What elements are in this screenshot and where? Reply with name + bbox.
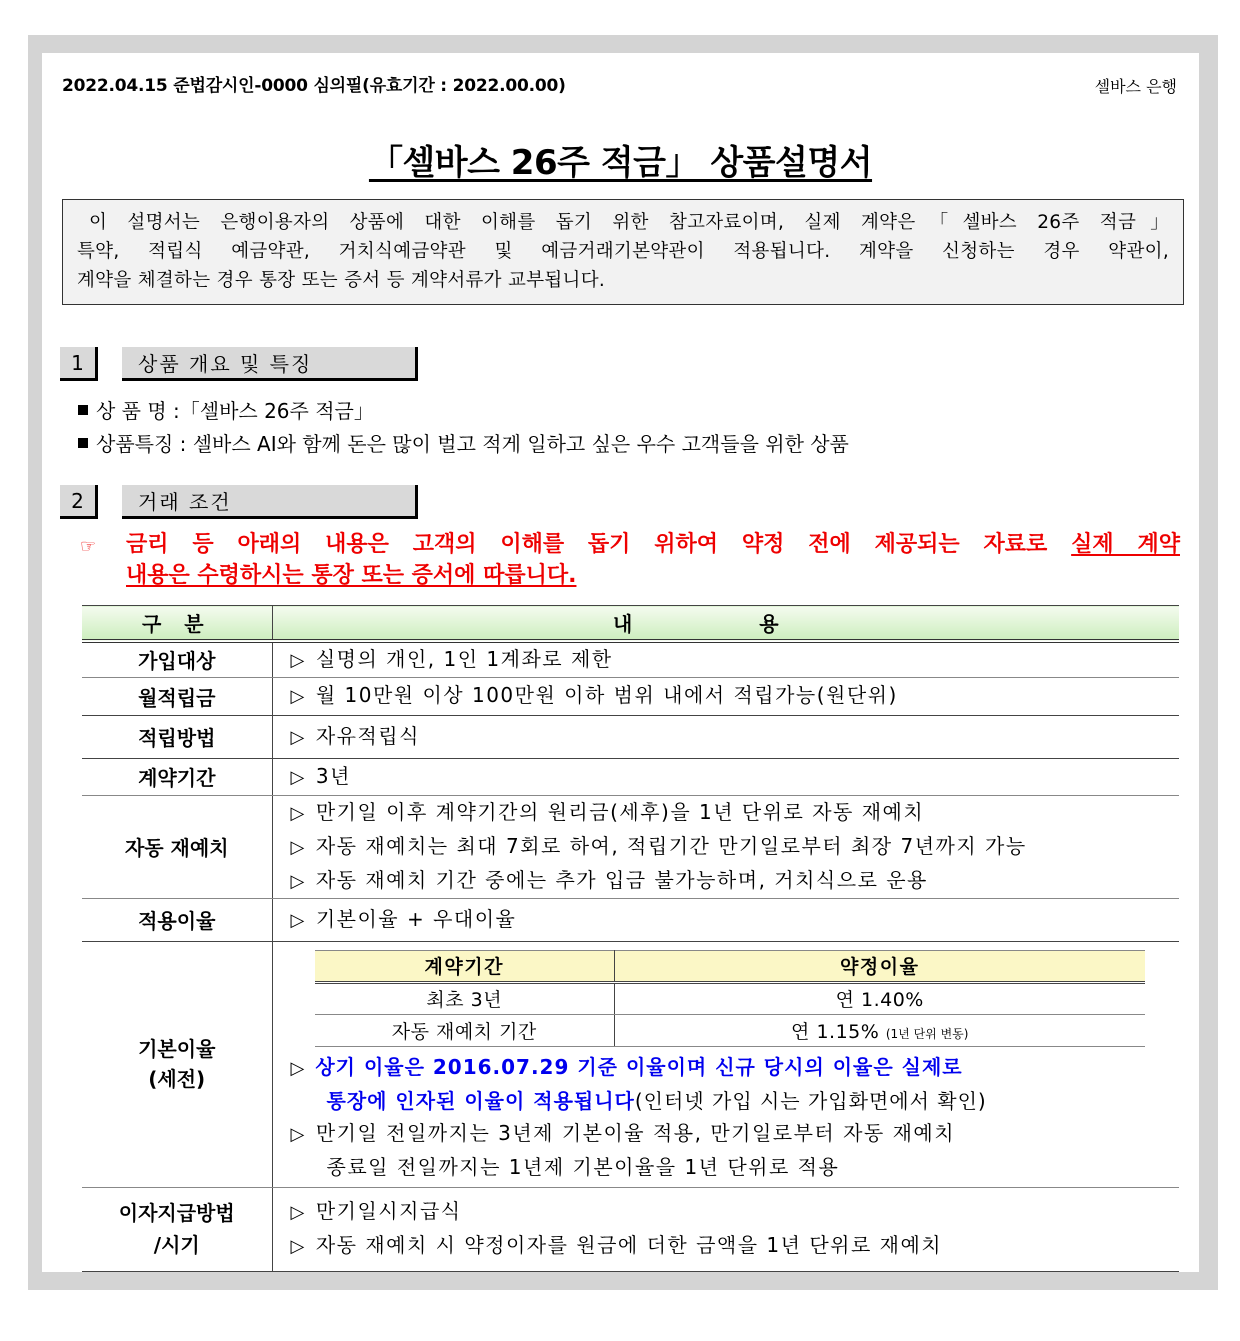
table-row bbox=[82, 795, 1179, 898]
product-name-text: 상 품 명 :「셀바스 26주 적금」 bbox=[96, 399, 374, 423]
triangle-bullet-icon: ▷ bbox=[290, 1057, 306, 1079]
warning-notice bbox=[80, 529, 1180, 591]
section-1-title: 상품 개요 및 특징 bbox=[122, 347, 418, 381]
row-value: 실명의 개인, 1인 1계좌로 제한 bbox=[315, 646, 613, 671]
warning-line-1: 금리 등 아래의 내용은 고객의 이해를 돕기 위하여 약정 전에 제공되는 자료로 실제 계약 bbox=[126, 532, 1180, 557]
triangle-bullet-icon: ▷ bbox=[290, 649, 306, 671]
row-value: 자유적립식 bbox=[315, 723, 420, 748]
triangle-bullet-icon: ▷ bbox=[290, 1236, 306, 1257]
approval-line: 2022.04.15 준법감시인-0000 심의필(유효기간 : 2022.00.00) bbox=[62, 76, 566, 96]
rate-header-row bbox=[315, 950, 1145, 982]
product-name-item bbox=[78, 395, 374, 424]
rate-table bbox=[315, 950, 1145, 1047]
triangle-bullet-icon: ▷ bbox=[290, 1202, 306, 1223]
row-label: 기본이율 (세전) bbox=[82, 941, 272, 1187]
triangle-bullet-icon: ▷ bbox=[290, 766, 306, 788]
row-value: 3년 bbox=[315, 763, 351, 788]
table-row bbox=[82, 758, 1179, 795]
product-feature-item bbox=[78, 428, 849, 457]
notice-line: 특약, 적립식 예금약관, 거치식예금약관 및 예금거래기본약관이 적용됩니다. 계약을 신청하는 경우 약관이, bbox=[77, 241, 1169, 262]
row-label: 이자지급방법 /시기 bbox=[82, 1187, 272, 1271]
row-value: 월 10만원 이상 100만원 이하 범위 내에서 적립가능(원단위) bbox=[315, 683, 898, 707]
triangle-bullet-icon: ▷ bbox=[290, 909, 306, 931]
table-row bbox=[82, 898, 1179, 941]
row-label: 적립방법 bbox=[82, 715, 272, 758]
row-label: 적용이율 bbox=[82, 898, 272, 941]
table-header-row bbox=[82, 606, 1179, 641]
row-value: 자동 재예치 시 약정이자를 원금에 더한 금액을 1년 단위로 재예치 bbox=[315, 1233, 943, 1257]
triangle-bullet-icon: ▷ bbox=[290, 686, 306, 707]
header-content: 내 용 bbox=[272, 606, 1179, 641]
document-title-wrap bbox=[42, 135, 1199, 184]
pointing-hand-icon: ☞ bbox=[80, 536, 97, 557]
rate-header-period: 계약기간 bbox=[315, 950, 615, 982]
notice-line: 이 설명서는 은행이용자의 상품에 대한 이해를 돕기 위한 참고자료이며, 실제 계약은「셀바스 26주 적금」 bbox=[89, 212, 1169, 233]
table-row bbox=[82, 641, 1179, 678]
table-row bbox=[82, 677, 1179, 715]
row-label: 가입대상 bbox=[82, 641, 272, 678]
section-2-number: 2 bbox=[60, 485, 98, 519]
square-bullet-icon bbox=[78, 438, 88, 448]
row-label: 자동 재예치 bbox=[82, 795, 272, 898]
triangle-bullet-icon: ▷ bbox=[290, 1123, 306, 1145]
document-title: 「셀바스 26주 적금」 상품설명서 bbox=[368, 143, 873, 183]
triangle-bullet-icon: ▷ bbox=[290, 836, 306, 858]
table-row bbox=[82, 1187, 1179, 1271]
triangle-bullet-icon: ▷ bbox=[290, 802, 306, 824]
triangle-bullet-icon: ▷ bbox=[290, 870, 306, 892]
table-row: 기본이율 (세전) 계약기간 약정이율 최초 3년 연 1.40% 자동 재예치 기간 연 1.15% (1년 단위 변동) ▷ 상기 이율은 2016.07.29 기준 이율이며 신규 당시의 이율은 실제로 통장에 인자된 이율이 적용됩니다(인터넷 가입 시는 가입화면에서 확인) ▷ 만기일 전일까지는 3년제 기본이율 적용, 만기일로부터 자동 재예치 종료일 전일까지는 1년제 기본이율을 1년 단위로 적용 bbox=[82, 941, 1179, 1187]
terms-table bbox=[82, 605, 1179, 1272]
row-value: 만기일시지급식 bbox=[315, 1199, 462, 1223]
notice-line: 계약을 체결하는 경우 통장 또는 증서 등 계약서류가 교부됩니다. bbox=[77, 270, 606, 291]
notice-box bbox=[62, 199, 1184, 305]
header-category: 구 분 bbox=[82, 606, 272, 641]
row-value: 기본이율 + 우대이율 bbox=[315, 906, 517, 931]
product-feature-text: 상품특징 : 셀바스 AI와 함께 돈은 많이 벌고 적게 일하고 싶은 우수 고객들을 위한 상품 bbox=[96, 432, 849, 456]
rate-header-rate: 약정이율 bbox=[615, 950, 1145, 982]
rate-row: 자동 재예치 기간 연 1.15% (1년 단위 변동) bbox=[315, 1014, 1145, 1046]
section-2-title: 거래 조건 bbox=[122, 485, 418, 519]
warning-line-2: 내용은 수령하시는 통장 또는 증서에 따릅니다. bbox=[126, 563, 577, 588]
row-value: 만기일 이후 계약기간의 원리금(세후)을 1년 단위로 자동 재예치 bbox=[315, 799, 925, 824]
square-bullet-icon bbox=[78, 405, 88, 415]
document-page bbox=[42, 53, 1199, 1272]
bank-name: 셀바스 은행 bbox=[1094, 77, 1177, 96]
row-label: 계약기간 bbox=[82, 758, 272, 795]
row-value: 자동 재예치 기간 중에는 추가 입금 불가능하며, 거치식으로 운용 bbox=[315, 867, 928, 892]
section-1-number: 1 bbox=[60, 347, 98, 381]
row-value: 자동 재예치는 최대 7회로 하여, 적립기간 만기일로부터 최장 7년까지 가능 bbox=[315, 833, 1027, 858]
triangle-bullet-icon: ▷ bbox=[290, 726, 306, 748]
rate-row: 최초 3년 연 1.40% bbox=[315, 982, 1145, 1014]
row-label: 월적립금 bbox=[82, 677, 272, 715]
table-row bbox=[82, 715, 1179, 758]
